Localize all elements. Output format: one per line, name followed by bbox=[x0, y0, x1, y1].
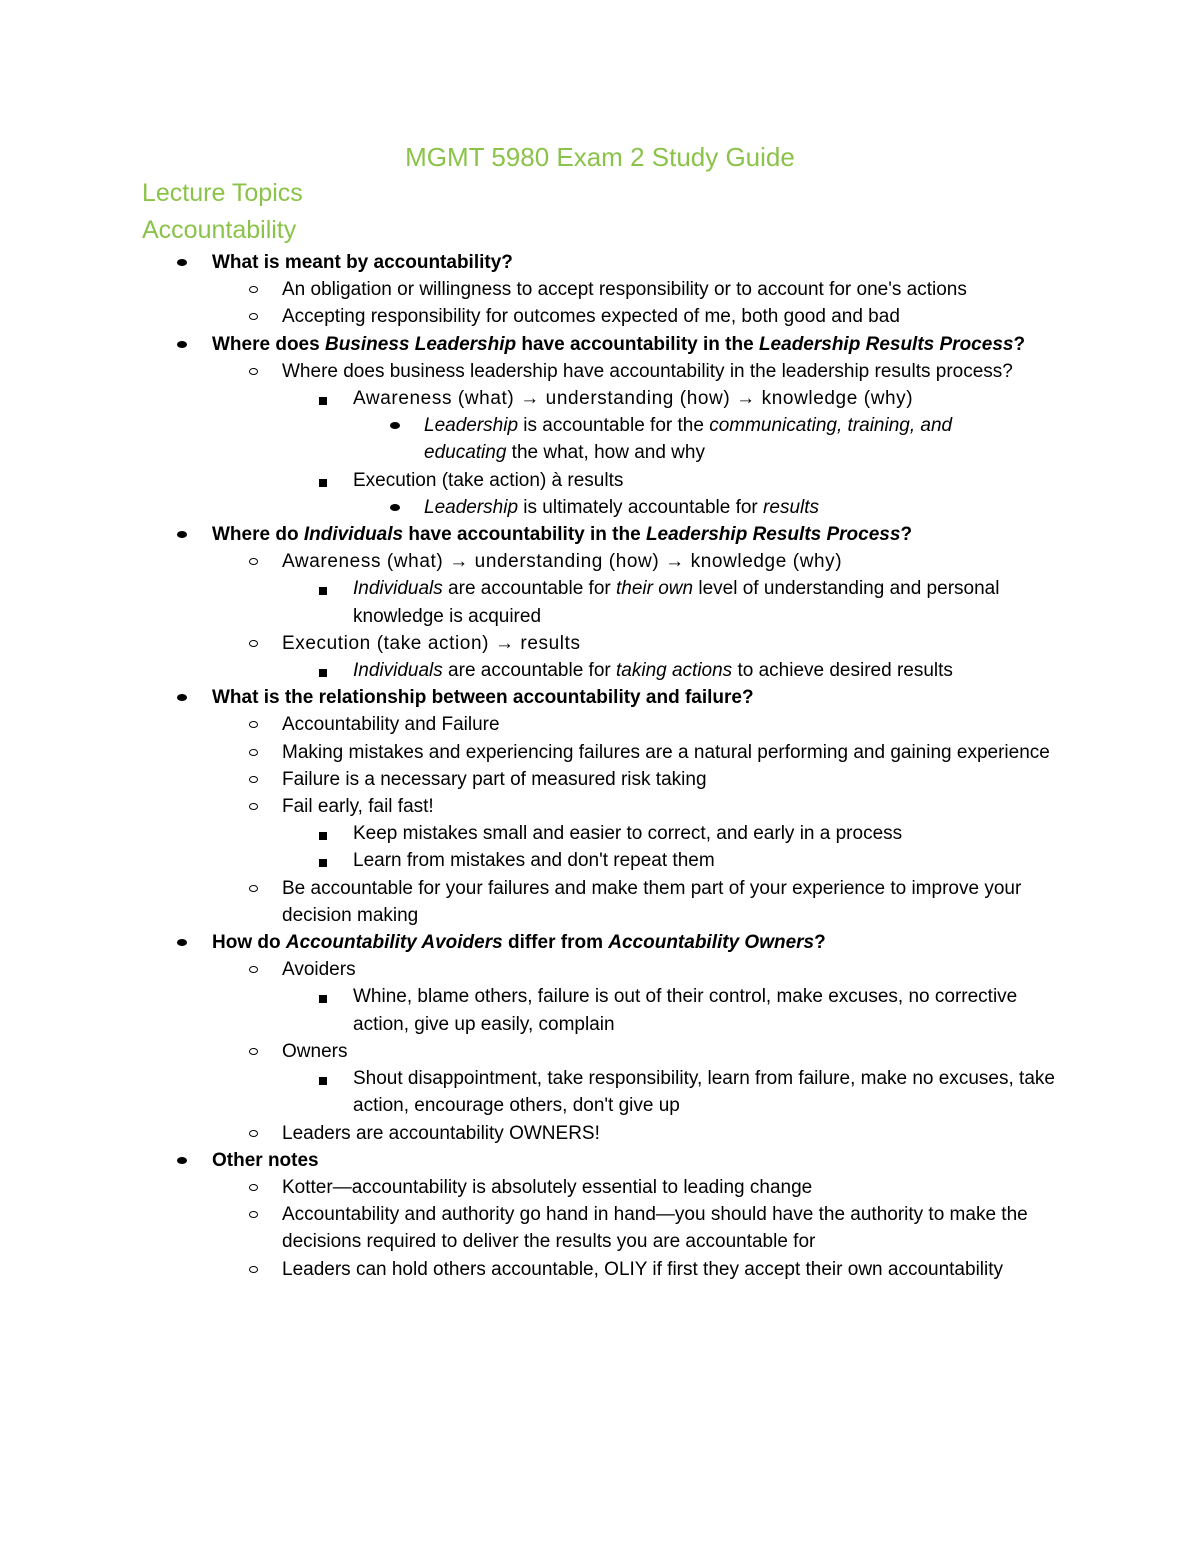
item-text: Owners bbox=[282, 1040, 348, 1062]
question-item bbox=[0, 331, 1200, 358]
question-item bbox=[0, 1147, 1200, 1174]
list-item bbox=[0, 657, 1200, 684]
item-text: Leadership Results Process bbox=[645, 524, 901, 546]
bullet-icon bbox=[249, 1130, 258, 1137]
list-item bbox=[0, 630, 1200, 657]
bullet-icon bbox=[319, 669, 327, 677]
bullet-icon bbox=[249, 721, 258, 728]
item-text: differ from bbox=[502, 932, 609, 954]
bullet-icon bbox=[249, 803, 258, 810]
bullet-icon bbox=[249, 966, 258, 973]
item-text: ? bbox=[1013, 333, 1026, 355]
bullet-icon bbox=[390, 504, 400, 511]
item-text: Leadership bbox=[424, 415, 519, 437]
list-item bbox=[0, 1256, 1200, 1283]
item-text: results bbox=[763, 496, 820, 518]
bullet-icon bbox=[319, 479, 327, 487]
item-text: Accountability and authority go hand in hand—you should have the authority to make the decisions required to deliver the results you are accountable for bbox=[282, 1204, 1028, 1253]
list-item bbox=[0, 766, 1200, 793]
bullet-icon bbox=[319, 832, 327, 840]
item-text: Fail early, fail fast! bbox=[282, 796, 434, 818]
item-text: Awareness (what) → understanding (how) → knowledge (why) bbox=[353, 388, 914, 410]
list-item bbox=[0, 793, 1200, 820]
item-text: ? bbox=[900, 524, 913, 546]
item-text: Leadership bbox=[424, 496, 519, 518]
bullet-icon bbox=[249, 776, 258, 783]
item-text: Failure is a necessary part of measured risk taking bbox=[282, 768, 707, 790]
bullet-icon bbox=[177, 259, 187, 266]
item-text: Individuals bbox=[353, 660, 443, 682]
question-item bbox=[0, 684, 1200, 711]
list-item bbox=[0, 739, 1200, 766]
item-text: are accountable for bbox=[442, 660, 616, 682]
item-text: How do bbox=[212, 932, 286, 954]
list-item bbox=[0, 494, 1200, 521]
bullet-icon bbox=[177, 1157, 187, 1164]
item-text: have accountability in the bbox=[403, 524, 646, 546]
item-text: Where does business leadership have accountability in the leadership results process? bbox=[282, 360, 1013, 382]
item-text: Shout disappointment, take responsibility, learn from failure, make no excuses, take action, encourage others, don't give up bbox=[353, 1068, 1055, 1117]
list-item bbox=[0, 1174, 1200, 1201]
list-item bbox=[0, 385, 1200, 412]
item-text: Execution (take action) à results bbox=[353, 469, 624, 491]
item-text: Where do bbox=[212, 524, 304, 546]
bullet-icon bbox=[249, 1266, 258, 1273]
bullet-icon bbox=[319, 859, 327, 867]
item-text: Kotter—accountability is absolutely essential to leading change bbox=[282, 1176, 813, 1198]
item-text: Other notes bbox=[212, 1149, 319, 1171]
list-item bbox=[0, 1038, 1200, 1065]
item-text: level of understanding and personal knowledge is acquired bbox=[353, 578, 1000, 627]
bullet-icon bbox=[319, 587, 327, 595]
item-text: Business Leadership bbox=[324, 333, 517, 355]
bullet-icon bbox=[319, 995, 327, 1003]
section-heading: Lecture Topics bbox=[142, 179, 303, 207]
list-item bbox=[0, 956, 1200, 983]
item-text: have accountability in the bbox=[516, 333, 759, 355]
bullet-icon bbox=[177, 694, 187, 701]
question-item bbox=[0, 929, 1200, 956]
item-text: Be accountable for your failures and make them part of your experience to improve your decision making bbox=[282, 877, 1022, 926]
list-item bbox=[0, 467, 1200, 494]
item-text: their own bbox=[616, 578, 694, 600]
list-item bbox=[0, 875, 1200, 929]
item-text: Avoiders bbox=[282, 959, 356, 981]
list-item bbox=[0, 983, 1200, 1037]
list-item bbox=[0, 1201, 1200, 1255]
list-item bbox=[0, 412, 1200, 466]
item-text: Leaders are accountability OWNERS! bbox=[282, 1122, 600, 1144]
bullet-icon bbox=[249, 558, 258, 565]
item-text: Keep mistakes small and easier to correct, and early in a process bbox=[353, 823, 903, 845]
list-item bbox=[0, 548, 1200, 575]
item-text: Leadership Results Process bbox=[758, 333, 1014, 355]
list-item bbox=[0, 847, 1200, 874]
question-item bbox=[0, 521, 1200, 548]
item-text: What is the relationship between accountability and failure? bbox=[212, 687, 754, 709]
bullet-icon bbox=[249, 749, 258, 756]
item-text: Learn from mistakes and don't repeat them bbox=[353, 850, 715, 872]
bullet-icon bbox=[249, 1211, 258, 1218]
bullet-icon bbox=[249, 640, 258, 647]
item-text: to achieve desired results bbox=[732, 660, 953, 682]
list-item bbox=[0, 358, 1200, 385]
topic-heading: Accountability bbox=[142, 216, 297, 244]
list-item bbox=[0, 303, 1200, 330]
item-text: ? bbox=[814, 932, 826, 954]
list-item bbox=[0, 575, 1200, 629]
item-text: An obligation or willingness to accept responsibility or to account for one's actions bbox=[282, 279, 967, 301]
list-item bbox=[0, 1120, 1200, 1147]
item-text: are accountable for bbox=[442, 578, 616, 600]
bullet-icon bbox=[177, 531, 187, 538]
list-item bbox=[0, 276, 1200, 303]
item-text: Awareness (what) → understanding (how) → knowledge (why) bbox=[282, 551, 843, 573]
bullet-icon bbox=[319, 1077, 327, 1085]
item-text: Where does bbox=[212, 333, 325, 355]
bullet-icon bbox=[390, 422, 400, 429]
item-text: Accountability and Failure bbox=[282, 714, 500, 736]
item-text: Accountability Owners bbox=[608, 932, 815, 954]
bullet-icon bbox=[319, 397, 327, 405]
question-item bbox=[0, 249, 1200, 276]
document-title: MGMT 5980 Exam 2 Study Guide bbox=[405, 142, 795, 172]
item-text: taking actions bbox=[616, 660, 733, 682]
list-item bbox=[0, 1065, 1200, 1119]
bullet-icon bbox=[249, 286, 258, 293]
item-text: Individuals bbox=[303, 524, 404, 546]
bullet-icon bbox=[177, 939, 187, 946]
bullet-icon bbox=[249, 885, 258, 892]
bullet-icon bbox=[249, 1184, 258, 1191]
item-text: Execution (take action) → results bbox=[282, 632, 581, 654]
bullet-icon bbox=[249, 1048, 258, 1055]
item-text: Accountability Avoiders bbox=[285, 932, 503, 954]
item-text: the what, how and why bbox=[506, 442, 705, 464]
list-item bbox=[0, 711, 1200, 738]
list-item bbox=[0, 820, 1200, 847]
bullet-icon bbox=[177, 341, 187, 348]
item-text: Leaders can hold others accountable, OLIY if first they accept their own accountability bbox=[282, 1258, 1004, 1280]
item-text: What is meant by accountability? bbox=[212, 252, 513, 273]
outline-list bbox=[0, 249, 1200, 1283]
item-text: Making mistakes and experiencing failures are a natural performing and gaining experience bbox=[282, 741, 1050, 763]
bullet-icon bbox=[249, 313, 258, 320]
item-text: is ultimately accountable for bbox=[518, 496, 764, 518]
item-text: Whine, blame others, failure is out of their control, make excuses, no corrective action, give up easily, complain bbox=[353, 986, 1018, 1035]
bullet-icon bbox=[249, 368, 258, 375]
item-text: Accepting responsibility for outcomes expected of me, both good and bad bbox=[282, 306, 900, 328]
item-text: is accountable for the bbox=[518, 415, 710, 437]
item-text: Individuals bbox=[353, 578, 443, 600]
item-text: communicating, training, and educating bbox=[424, 415, 953, 464]
